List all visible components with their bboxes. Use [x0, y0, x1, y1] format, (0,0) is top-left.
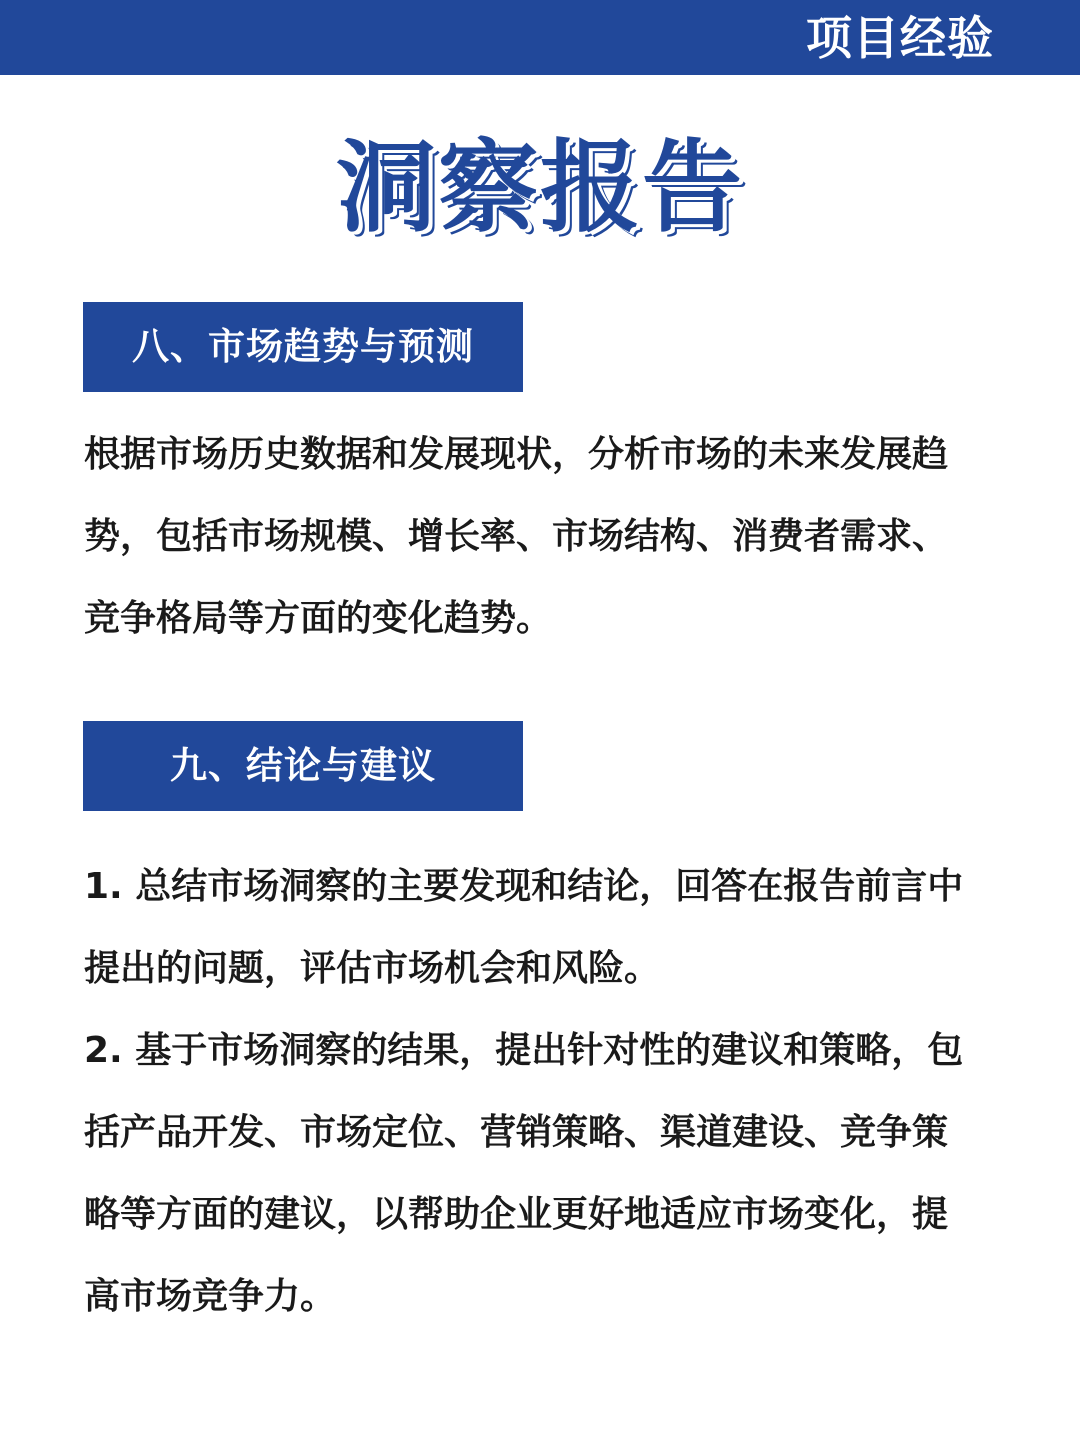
list-item: 2. 基于市场洞察的结果，提出针对性的建议和策略，包括产品开发、市场定位、营销策略、渠道建设、竞争策略等方面的建议，以帮助企业更好地适应市场变化，提高市场竞争力。	[84, 1030, 964, 1317]
section-heading-label: 八、市场趋势与预测	[132, 325, 474, 368]
top-banner	[0, 0, 1080, 75]
page-title: 洞察报告	[336, 129, 744, 246]
section-heading-label: 九、结论与建议	[170, 744, 436, 787]
banner-label: 项目经验	[806, 11, 994, 65]
section-paragraph: 根据市场历史数据和发展现状，分析市场的未来发展趋势，包括市场规模、增长率、市场结构、消费者需求、竞争格局等方面的变化趋势。	[84, 434, 949, 639]
list-item: 1. 总结市场洞察的主要发现和结论，回答在报告前言中提出的问题，评估市场机会和风险。	[84, 866, 964, 989]
section-heading-conclusions	[83, 721, 523, 811]
section-heading-market-trends	[83, 302, 523, 392]
